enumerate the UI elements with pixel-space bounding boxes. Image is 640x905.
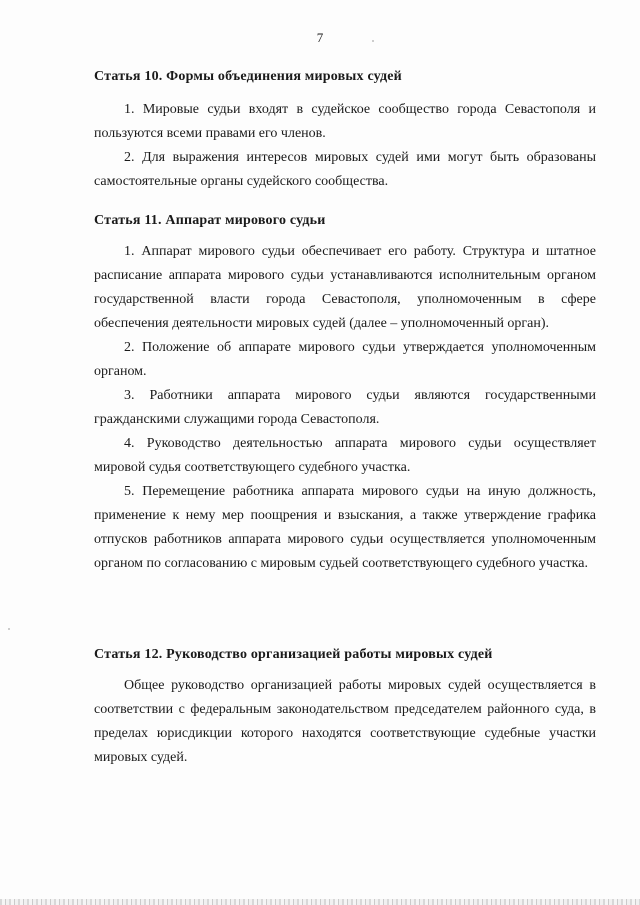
scan-speck — [372, 40, 374, 42]
article-10-heading: Статья 10. Формы объединения мировых судей — [94, 69, 402, 84]
page-number: 7 — [316, 30, 324, 45]
article-11-paragraph-5: 5. Перемещение работника аппарата мирового судьи на иную должность, применение к нему мер поощрения и взыскания, а также утверждение графика отпусков работников аппарата мирового судьи осуществляется уполномоченным органом по согласованию с мировым судьей соответствующего судебного участка. — [94, 484, 596, 571]
article-11-paragraph-4: 4. Руководство деятельностью аппарата мирового судьи осуществляет мировой судья соответствующего судебного участка. — [94, 436, 596, 475]
article-11-paragraph-1: 1. Аппарат мирового судьи обеспечивает его работу. Структура и штатное расписание аппарата мирового судьи устанавливаются исполнительным органом государственной власти города Севастополя, уполномоченным в сфере обеспечения деятельности мировых судей (далее – уполномоченный орган). — [94, 244, 596, 331]
article-11-paragraph-2: 2. Положение об аппарате мирового судьи утверждается уполномоченным органом. — [94, 340, 596, 379]
scan-bottom-edge — [0, 899, 640, 905]
article-12-paragraph-1: Общее руководство организацией работы мировых судей осуществляется в соответствии с федеральным законодательством председателем районного суда, в пределах юрисдикции которого находятся соответствующие судебные участки мировых судей. — [94, 678, 596, 765]
article-11-heading: Статья 11. Аппарат мирового судьи — [94, 213, 326, 228]
article-11-section — [94, 210, 596, 576]
article-12-section — [94, 644, 596, 770]
article-11-paragraph-3: 3. Работники аппарата мирового судьи являются государственными гражданскими служащими города Севастополя. — [94, 388, 596, 427]
article-12-heading: Статья 12. Руководство организацией работы мировых судей — [94, 647, 493, 662]
article-10-section — [94, 66, 596, 194]
article-10-paragraph-2: 2. Для выражения интересов мировых судей ими могут быть образованы самостоятельные органы судейского сообщества. — [94, 150, 596, 189]
article-10-paragraph-1: 1. Мировые судьи входят в судейское сообщество города Севастополя и пользуются всеми правами его членов. — [94, 102, 596, 141]
scan-speck — [8, 628, 10, 630]
